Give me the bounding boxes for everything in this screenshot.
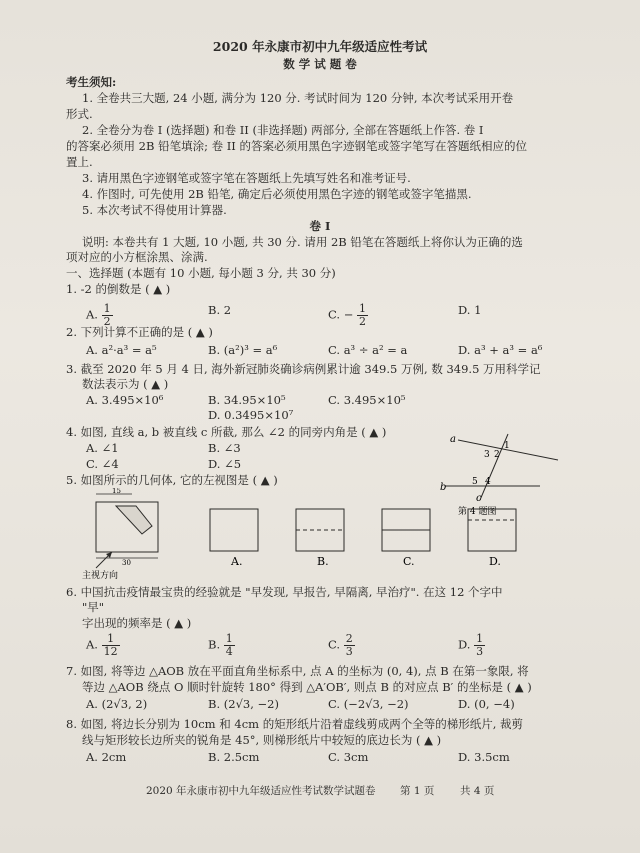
denominator: 12 — [103, 645, 118, 658]
option-d-label: D. — [489, 555, 501, 568]
label-c: c — [476, 493, 482, 504]
exam-subtitle: 数 学 试 题 卷 — [283, 57, 357, 71]
notice-line: 置上. — [66, 155, 93, 169]
fraction — [357, 303, 368, 328]
q8-option-a: A. 2cm — [86, 750, 127, 764]
section-desc: 说明: 本卷共有 1 大题, 10 小题, 共 30 分. 请用 2B 铅笔在答题纸上将你认为正确的选 — [82, 235, 523, 249]
option-letter: C. — [328, 637, 341, 652]
question-7-stem: 7. 如图, 将等边 △AOB 放在平面直角坐标系中, 点 A 的坐标为 (0, 4), 点 B 在第一象限, 将 — [66, 664, 529, 678]
label-a: a — [450, 434, 456, 445]
angle-2-label: 2 — [494, 450, 500, 460]
q3-option-a: A. 3.495×10⁶ — [86, 393, 164, 407]
angle-1-label: 1 — [504, 441, 510, 451]
question-6-stem: "早" — [82, 600, 105, 614]
label-b: b — [440, 482, 447, 493]
denominator: 3 — [345, 645, 353, 658]
question-7-stem: 等边 △AOB 绕点 O 顺时针旋转 180° 得到 △A′OB′, 则点 B 的对应点 B′ 的坐标是 ( ▲ ) — [82, 680, 532, 694]
footer-title: 2020 年永康市初中九年级适应性考试数学试题卷 — [146, 785, 376, 797]
angle-5-label: 5 — [472, 477, 478, 487]
q4-option-a: A. ∠1 — [86, 441, 119, 455]
q3-option-b: B. 34.95×10⁵ — [208, 393, 286, 407]
fraction — [102, 633, 120, 658]
question-1-stem: 1. -2 的倒数是 ( ▲ ) — [66, 282, 171, 296]
option-b-label: B. — [317, 555, 329, 568]
notice-line: 的答案必须用 2B 铅笔填涂; 卷 II 的答案必须用黑色字迹钢笔或签字笔写在答题纸相应的位 — [66, 139, 528, 153]
notice-line: 1. 全卷共三大题, 24 小题, 满分为 120 分. 考试时间为 120 分钟, 本次考试采用开卷 — [82, 91, 514, 105]
denominator: 2 — [359, 315, 366, 328]
option-d-view — [468, 509, 516, 551]
question-6-stem: 字出现的频率是 ( ▲ ) — [82, 616, 192, 630]
notice-line: 3. 请用黑色字迹钢笔或签字笔在答题纸上先填写姓名和准考证号. — [82, 171, 411, 185]
option-letter: D. — [458, 637, 471, 652]
angle-3-label: 3 — [484, 450, 490, 460]
option-letter: A. — [86, 307, 98, 322]
minus-sign: − — [343, 307, 354, 322]
denominator: 2 — [103, 315, 111, 328]
option-a-label: A. — [231, 555, 243, 568]
denominator: 4 — [225, 645, 233, 658]
fraction — [474, 633, 485, 658]
section-title: 卷 I — [309, 219, 331, 233]
notice-line: 4. 作图时, 可先使用 2B 铅笔, 确定后必须使用黑色字迹的钢笔或签字笔描黑. — [82, 187, 472, 201]
question-5-stem: 5. 如图所示的几何体, 它的左视图是 ( ▲ ) — [66, 473, 278, 487]
numerator: 1 — [103, 302, 111, 315]
q7-option-a: A. (2√3, 2) — [86, 697, 148, 711]
q3-option-d: D. 0.3495×10⁷ — [208, 408, 294, 422]
q7-option-c: C. (−2√3, −2) — [328, 697, 409, 711]
dimension-label: 15 — [112, 488, 121, 495]
fraction — [224, 633, 235, 658]
q1-option-c — [328, 303, 368, 328]
q3-option-c: C. 3.495×10⁵ — [328, 393, 406, 407]
q8-option-d: D. 3.5cm — [458, 750, 510, 764]
numerator: 1 — [476, 632, 484, 645]
question-4-stem: 4. 如图, 直线 a, b 被直线 c 所截, 那么 ∠2 的同旁内角是 ( ▲ ) — [66, 425, 387, 439]
q1-option-d: D. 1 — [458, 303, 482, 317]
fraction — [344, 633, 355, 658]
q6-option-a — [86, 633, 120, 658]
question-3-stem: 数法表示为 ( ▲ ) — [82, 377, 169, 391]
q2-option-a: A. a²·a³ = a⁵ — [86, 343, 157, 357]
q4-option-b: B. ∠3 — [208, 441, 241, 455]
numerator: 1 — [359, 302, 366, 315]
q4-option-d: D. ∠5 — [208, 457, 242, 471]
denominator: 3 — [476, 645, 484, 658]
numerator: 2 — [345, 632, 353, 645]
section-desc: 项对应的小方框涂黑、涂满. — [66, 250, 208, 264]
solid-face — [116, 506, 152, 534]
q1-option-b: B. 2 — [208, 303, 232, 317]
q5-options — [205, 505, 545, 577]
q6-option-b — [208, 633, 235, 658]
q7-option-d: D. (0, −4) — [458, 697, 515, 711]
q2-option-b: B. (a²)³ = a⁶ — [208, 343, 278, 357]
footer-page: 第 1 页 — [400, 785, 435, 797]
footer-total: 共 4 页 — [460, 785, 495, 797]
numerator: 1 — [225, 632, 233, 645]
numerator: 1 — [102, 633, 120, 646]
question-6-stem: 6. 中国抗击疫情最宝贵的经验就是 "早发现, 早报告, 早隔离, 早治疗". 在这 12 个字中 — [66, 585, 503, 599]
notice-line: 5. 本次考试不得使用计算器. — [82, 203, 227, 217]
option-letter: A. — [86, 637, 98, 652]
option-a-view — [210, 509, 258, 551]
angle-4-label: 4 — [485, 477, 491, 487]
q8-option-b: B. 2.5cm — [208, 750, 260, 764]
q8-option-c: C. 3cm — [328, 750, 369, 764]
option-c-label: C. — [403, 555, 415, 568]
q4-option-c: C. ∠4 — [86, 457, 119, 471]
option-letter: B. — [208, 637, 221, 652]
q5-solid-figure — [82, 488, 182, 580]
question-2-stem: 2. 下列计算不正确的是 ( ▲ ) — [66, 325, 213, 339]
notice-line: 形式. — [66, 107, 93, 121]
question-8-stem: 线与矩形较长边所夹的锐角是 45°, 则梯形纸片中较短的底边长为 ( ▲ ) — [82, 733, 442, 747]
q2-option-c: C. a³ ÷ a² = a — [328, 343, 408, 357]
notice-heading: 考生须知: — [66, 75, 117, 89]
notice-line: 2. 全卷分为卷 I (选择题) 和卷 II (非选择题) 两部分, 全部在答题纸上作答. 卷 I — [82, 123, 484, 137]
q4-figure-caption: 第 4 题图 — [458, 507, 497, 517]
question-3-stem: 3. 截至 2020 年 5 月 4 日, 海外新冠肺炎确诊病例累计逾 349.5 万例, 数 349.5 万用科学记 — [66, 362, 541, 376]
part-title: 一、选择题 (本题有 10 小题, 每小题 3 分, 共 30 分) — [66, 266, 336, 280]
option-letter: C. — [328, 307, 341, 322]
q6-option-c — [328, 633, 355, 658]
exam-title: 2020 年永康市初中九年级适应性考试 — [212, 39, 428, 54]
dimension-label: 30 — [122, 559, 131, 567]
q7-option-b: B. (2√3, −2) — [208, 697, 279, 711]
view-direction-label: 主视方向 — [82, 571, 119, 580]
question-8-stem: 8. 如图, 将边长分别为 10cm 和 4cm 的矩形纸片沿着虚线剪成两个全等的梯形纸片, 裁剪 — [66, 717, 524, 731]
q2-option-d: D. a³ + a³ = a⁶ — [458, 343, 543, 357]
q6-option-d — [458, 633, 485, 658]
